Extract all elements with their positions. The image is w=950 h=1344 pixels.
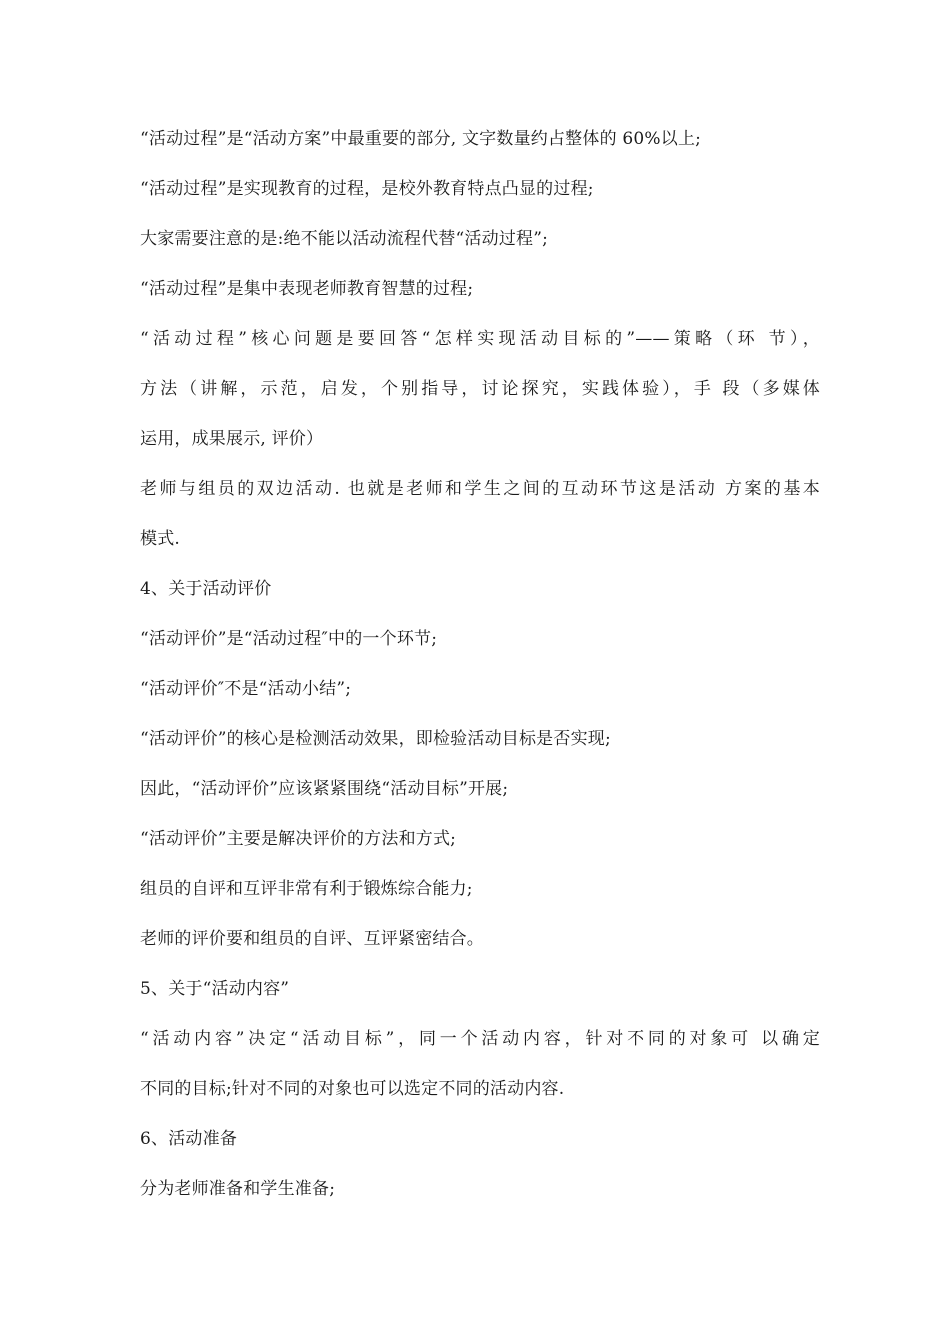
paragraph-line: 不同的目标;针对不同的对象也可以选定不同的活动内容. [140,1079,565,1099]
paragraph-line: “活动过程”核心问题是要回答“怎样实现活动目标的”——策略（环 节）， [140,329,820,349]
paragraph-line: “活动过程”是实现教育的过程，是校外教育特点凸显的过程; [140,179,594,199]
paragraph-line: 组员的自评和互评非常有利于锻炼综合能力; [140,879,473,899]
paragraph-line: 老师与组员的双边活动. 也就是老师和学生之间的互动环节这是活动 方案的基本 [140,479,820,499]
paragraph-line: “活动评价”主要是解决评价的方法和方式; [140,829,457,849]
paragraph-line: 运用，成果展示, 评价） [140,429,324,449]
paragraph-line: “活动评价”是“活动过程″中的一个环节; [140,629,438,649]
section-heading: 5、关于“活动内容” [140,979,290,999]
paragraph-line: “活动内容”决定“活动目标”，同一个活动内容，针对不同的对象可 以确定 [140,1029,820,1049]
section-heading: 6、活动准备 [140,1129,238,1149]
paragraph-line: “活动过程”是“活动方案”中最重要的部分, 文字数量约占整体的 60%以上; [140,129,702,149]
paragraph-line: 老师的评价要和组员的自评、互评紧密结合。 [140,929,484,949]
paragraph-line: 模式. [140,529,181,549]
paragraph-line: 分为老师准备和学生准备; [140,1179,336,1199]
paragraph-line: “活动过程”是集中表现老师教育智慧的过程; [140,279,474,299]
paragraph-line: “活动评价”的核心是检测活动效果，即检验活动目标是否实现; [140,729,611,749]
paragraph-line: 大家需要注意的是:绝不能以活动流程代替“活动过程”; [140,229,549,249]
section-heading: 4、关于活动评价 [140,579,272,599]
paragraph-line: 方法（讲解，示范，启发，个别指导，讨论探究，实践体验），手 段（多媒体 [140,379,820,399]
paragraph-line: “活动评价″不是“活动小结”; [140,679,352,699]
paragraph-line: 因此，“活动评价”应该紧紧围绕“活动目标”开展; [140,779,509,799]
